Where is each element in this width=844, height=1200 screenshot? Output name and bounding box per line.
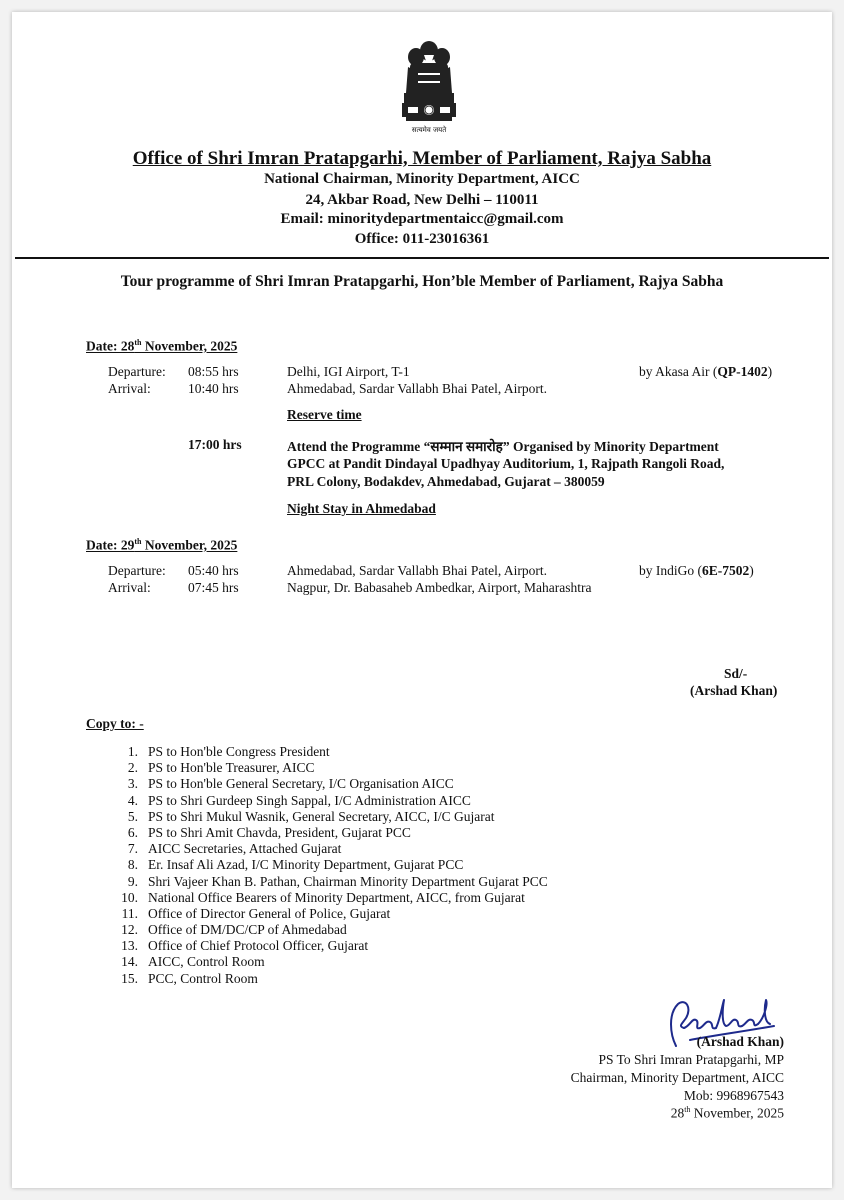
day2-arrival-label: Arrival: <box>108 580 151 595</box>
list-item: 8. Er. Insaf Ali Azad, I/C Minority Department, Gujarat PCC <box>127 857 464 873</box>
day1-arrival-time: 10:40 hrs <box>188 381 239 396</box>
list-item: 6. PS to Shri Amit Chavda, President, Gujarat PCC <box>127 824 411 840</box>
office-title: Office of Shri Imran Pratapgarhi, Member of Parliament, Rajya Sabha <box>132 148 712 169</box>
day1-date: Date: 28th November, 2025 <box>86 338 238 354</box>
footer-designation-1: PS To Shri Imran Pratapgarhi, MP <box>598 1052 784 1067</box>
day1-programme-line3: PRL Colony, Bodakdev, Ahmedabad, Gujarat – 380059 <box>287 474 605 489</box>
list-item: 15. PCC, Control Room <box>121 970 258 986</box>
tour-title: Tour programme of Shri Imran Pratapgarhi, Hon’ble Member of Parliament, Rajya Sabha <box>120 273 724 290</box>
day2-departure-place: Ahmedabad, Sardar Vallabh Bhai Patel, Airport. <box>287 563 547 578</box>
list-item: 5. PS to Shri Mukul Wasnik, General Secretary, AICC, I/C Gujarat <box>127 808 495 824</box>
footer-designation-2: Chairman, Minority Department, AICC <box>570 1070 784 1085</box>
footer-mobile: Mob: 9968967543 <box>683 1088 784 1103</box>
sd-mark: Sd/- <box>724 666 748 681</box>
day1-reserve-time: Reserve time <box>287 407 362 422</box>
day2-arrival-place: Nagpur, Dr. Babasaheb Ambedkar, Airport, Maharashtra <box>287 580 592 595</box>
office-subtitle: National Chairman, Minority Department, AICC <box>264 171 580 187</box>
emblem-motto: सत्यमेव जयते <box>411 126 447 134</box>
day1-programme-line2: GPCC at Pandit Dindayal Upadhyay Auditorium, 1, Rajpath Rangoli Road, <box>287 456 725 471</box>
office-address: 24, Akbar Road, New Delhi – 110011 <box>305 192 539 208</box>
list-item: 12. Office of DM/DC/CP of Ahmedabad <box>121 922 347 938</box>
list-item: 13. Office of Chief Protocol Officer, Gujarat <box>121 938 369 954</box>
list-item: 7. AICC Secretaries, Attached Gujarat <box>127 841 342 857</box>
document-page <box>12 12 832 1188</box>
day1-arrival-place: Ahmedabad, Sardar Vallabh Bhai Patel, Airport. <box>287 381 547 396</box>
day1-flight: by Akasa Air (QP-1402) <box>639 364 773 379</box>
day1-departure-label: Departure: <box>108 364 166 379</box>
day2-arrival-time: 07:45 hrs <box>188 580 239 595</box>
day1-night-stay: Night Stay in Ahmedabad <box>287 501 436 516</box>
footer-date: 28th November, 2025 <box>670 1105 784 1121</box>
list-item: 9. Shri Vajeer Khan B. Pathan, Chairman Minority Department Gujarat PCC <box>127 873 548 889</box>
list-item: 14. AICC, Control Room <box>121 954 265 970</box>
day1-departure-place: Delhi, IGI Airport, T-1 <box>287 364 410 379</box>
list-item: 1. PS to Hon'ble Congress President <box>127 744 330 759</box>
copy-to-heading: Copy to: - <box>86 716 144 731</box>
office-email: Email: minoritydepartmentaicc@gmail.com <box>280 211 564 227</box>
day1-programme-time: 17:00 hrs <box>188 437 242 452</box>
sd-name: (Arshad Khan) <box>690 683 778 698</box>
office-phone: Office: 011-23016361 <box>354 231 490 247</box>
day1-departure-time: 08:55 hrs <box>188 364 239 379</box>
list-item: 3. PS to Hon'ble General Secretary, I/C Organisation AICC <box>127 776 454 792</box>
day2-departure-time: 05:40 hrs <box>188 563 239 578</box>
header-divider <box>15 257 829 259</box>
list-item: 10. National Office Bearers of Minority Department, AICC, from Gujarat <box>121 889 525 905</box>
day1-programme-line1: Attend the Programme “सम्मान समारोह” Organised by Minority Department <box>287 439 719 454</box>
day2-departure-label: Departure: <box>108 563 166 578</box>
list-item: 4. PS to Shri Gurdeep Singh Sappal, I/C Administration AICC <box>127 792 471 808</box>
list-item: 11. Office of Director General of Police, Gujarat <box>121 905 391 921</box>
national-emblem-icon <box>394 37 464 133</box>
day2-date: Date: 29th November, 2025 <box>86 537 238 553</box>
copy-to-list <box>86 744 548 987</box>
day2-flight: by IndiGo (6E-7502) <box>639 563 754 578</box>
footer-name: (Arshad Khan) <box>696 1034 784 1049</box>
day1-arrival-label: Arrival: <box>108 381 151 396</box>
list-item: 2. PS to Hon'ble Treasurer, AICC <box>127 760 315 776</box>
